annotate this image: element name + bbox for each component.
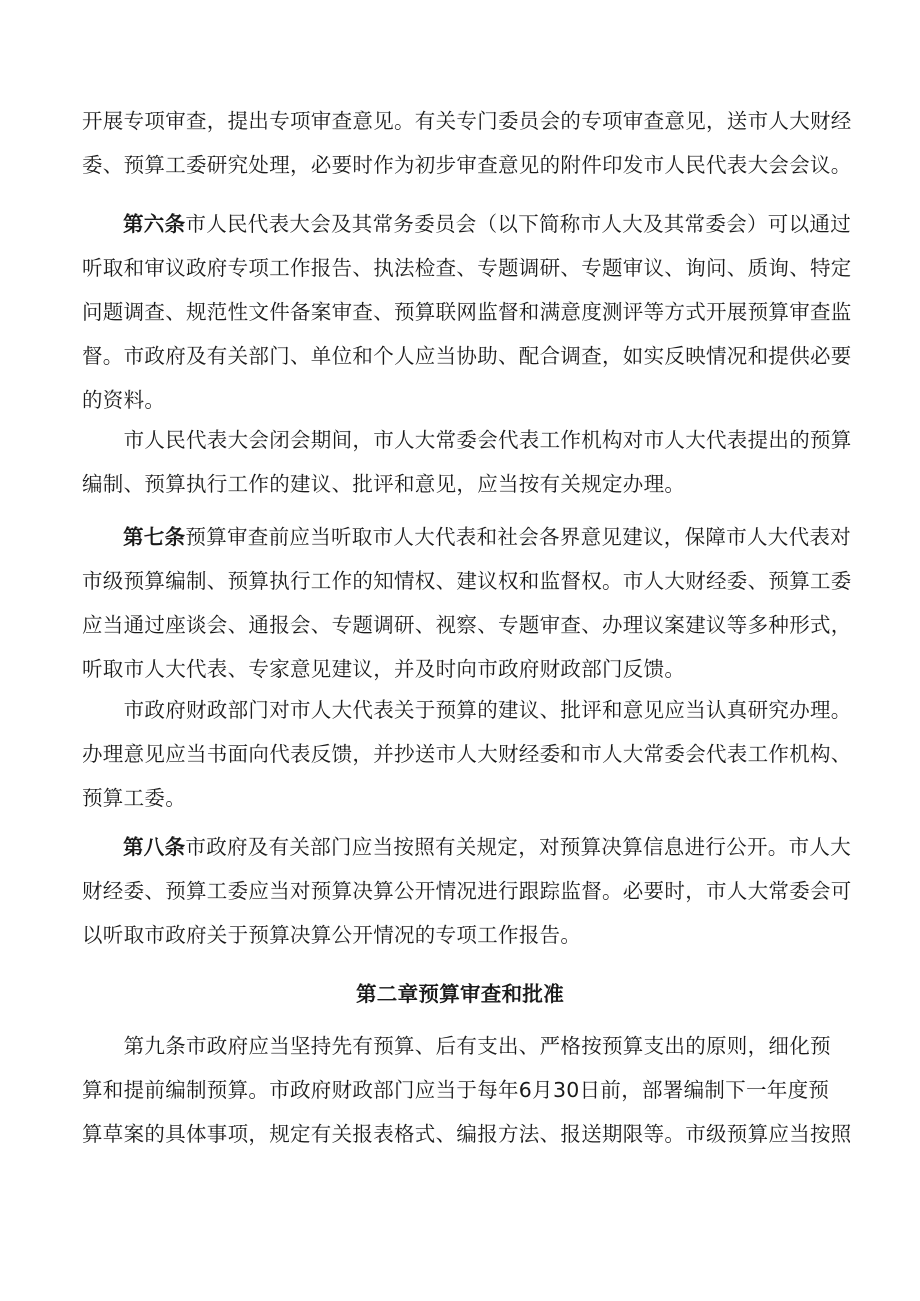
paragraph-special-review <box>82 99 852 187</box>
paragraph-text: 市人民代表大会及其常务委员会（以下简称市人大及其常委会）可以通过 听取和审议政府专项工作报告、执法检查、专题调研、专题审议、询问、质询、特定 问题调查、规范性文件备案审查、预算联网监督和满意度测评等方式开展预算审查监 督。市政府及有关部门、单位和个人应当协助、配合调查，如实反映情况和提供必要 的资料。 <box>82 212 852 412</box>
paragraph-article-7 <box>82 515 852 691</box>
paragraph-text: 预算审查前应当听取市人大代表和社会各界意见建议，保障市人大代表对 市级预算编制、预算执行工作的知情权、建议权和监督权。市人大财经委、预算工委 应当通过座谈会、通报会、专题调研、视察、专题审查、办理议案建议等多种形式， 听取市人大代表、专家意见建议，并及时向市政府财政部门反馈。 <box>82 525 852 681</box>
paragraph-text: 市人民代表大会闭会期间，市人大常委会代表工作机构对市人大代表提出的预算 编制、预算执行工作的建议、批评和意见，应当按有关规定办理。 <box>82 428 852 496</box>
article-number: 第七条 <box>123 525 186 549</box>
paragraph-text: 市政府财政部门对市人大代表关于预算的建议、批评和意见应当认真研究办理。 办理意见应当书面向代表反馈，并抄送市人大财经委和市人大常委会代表工作机构、 预算工委。 <box>82 698 852 810</box>
paragraph-recess-suggestions <box>82 418 852 506</box>
article-number: 第六条 <box>123 212 186 236</box>
paragraph-article-8 <box>82 825 852 957</box>
paragraph-article-6 <box>82 202 852 422</box>
paragraph-article-9 <box>82 1024 852 1156</box>
paragraph-text: 开展专项审查，提出专项审查意见。有关专门委员会的专项审查意见，送市人大财经 委、预算工委研究处理，必要时作为初步审查意见的附件印发市人民代表大会会议。 <box>82 109 852 177</box>
paragraph-text: 第九条市政府应当坚持先有预算、后有支出、严格按预算支出的原则，细化预 算和提前编制预算。市政府财政部门应当于每年6月30日前，部署编制下一年度预 算草案的具体事项，规定有关报表格式、编报方法、报送期限等。市级预算应当按照 <box>82 1034 852 1146</box>
chapter-heading: 第二章预算审查和批准 <box>356 982 564 1006</box>
article-number: 第八条 <box>123 835 186 859</box>
paragraph-text: 市政府及有关部门应当按照有关规定，对预算决算信息进行公开。市人大 财经委、预算工委应当对预算决算公开情况进行跟踪监督。必要时，市人大常委会可 以听取市政府关于预算决算公开情况的专项工作报告。 <box>82 835 852 947</box>
paragraph-finance-feedback <box>82 688 852 820</box>
